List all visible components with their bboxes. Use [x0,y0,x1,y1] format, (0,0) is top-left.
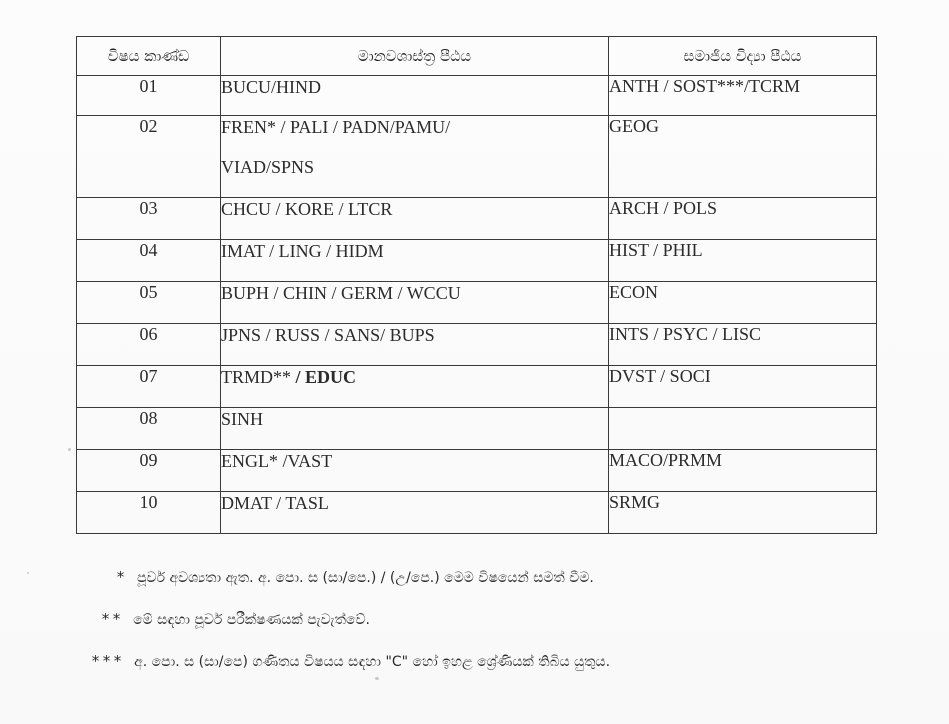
humanities-subjects [221,324,609,366]
humanities-subjects [221,366,609,408]
humanities-subjects-line: VIAD/SPNS [221,157,315,177]
humanities-subjects-line: SINH [221,409,264,429]
footnote-double-asterisk [101,610,370,628]
group-number: 01 [77,76,221,116]
table-row [77,198,877,240]
header-humanities-faculty: මානවශාස්ත්‍ර පීඨය [221,37,609,76]
header-social-sciences-faculty: සමාජීය විද්‍යා පීඨය [609,37,877,76]
humanities-subjects [221,282,609,324]
table-row [77,240,877,282]
header-subject-group: විෂය කාණ්ඩ [77,37,221,76]
humanities-subjects-line: FREN* / PALI / PADN/PAMU/ [221,117,451,137]
scan-speck [375,677,379,680]
footnote-text: මේ සඳහා පූර්ව පරීක්ෂණයක් පැවැත්වේ. [133,612,371,628]
humanities-subjects [221,116,609,198]
humanities-subjects-line: CHCU / KORE / LTCR [221,199,393,219]
group-number: 05 [77,282,221,324]
social-sciences-subjects: DVST / SOCI [609,366,877,408]
table-row [77,76,877,116]
humanities-subjects-line [221,366,608,388]
social-sciences-subjects: ARCH / POLS [609,198,877,240]
footnote-marker: ** [101,610,124,628]
footnote-marker: * [116,568,128,586]
table-row [77,282,877,324]
table-row [77,492,877,534]
group-number: 02 [77,116,221,198]
table-row [77,408,877,450]
table-row [77,450,877,492]
group-number: 10 [77,492,221,534]
humanities-subjects [221,240,609,282]
table-row [77,366,877,408]
table-row [77,116,877,198]
social-sciences-subjects: HIST / PHIL [609,240,877,282]
footnote-triple-asterisk [91,652,610,670]
footnote-text: අ. පො. ස (සා/පෙ) ගණිතය විෂයය සඳහා "C" හෝ ඉහළ ශ්‍රේණියක් තිබිය යුතුය. [134,654,611,670]
table-header-row [77,37,877,76]
humanities-subjects [221,198,609,240]
group-number: 03 [77,198,221,240]
humanities-subjects-line: BUCU/HIND [221,77,322,97]
footnote-marker: *** [91,652,125,670]
humanities-subjects-line: ENGL* /VAST [221,451,333,471]
humanities-bold-suffix: / EDUC [295,367,357,387]
humanities-subjects [221,408,609,450]
humanities-subjects [221,492,609,534]
social-sciences-subjects [609,408,877,450]
subject-groups-table [76,36,877,534]
social-sciences-subjects: SRMG [609,492,877,534]
humanities-subjects-line: BUPH / CHIN / GERM / WCCU [221,283,461,303]
social-sciences-subjects: GEOG [609,116,877,198]
scan-speck [27,572,29,574]
footnote-text: පූර්ව අවශ්‍යතා ඇත. අ. පො. ස (සා/පෙ.) / (උ/පෙ.) මෙම විෂයෙන් සමත් වීම. [137,570,594,586]
social-sciences-subjects: MACO/PRMM [609,450,877,492]
humanities-subjects [221,76,609,116]
social-sciences-subjects: ANTH / SOST***/TCRM [609,76,877,116]
group-number: 06 [77,324,221,366]
group-number: 04 [77,240,221,282]
social-sciences-subjects: ECON [609,282,877,324]
footnote-single-asterisk [116,568,594,586]
group-number: 07 [77,366,221,408]
humanities-subjects [221,450,609,492]
humanities-subjects-line: DMAT / TASL [221,493,329,513]
group-number: 09 [77,450,221,492]
social-sciences-subjects: INTS / PSYC / LISC [609,324,877,366]
humanities-subjects-line: JPNS / RUSS / SANS/ BUPS [221,325,435,345]
table-row [77,324,877,366]
humanities-prefix: TRMD** [221,367,296,387]
scan-speck [68,448,71,451]
group-number: 08 [77,408,221,450]
humanities-subjects-line: IMAT / LING / HIDM [221,241,384,261]
